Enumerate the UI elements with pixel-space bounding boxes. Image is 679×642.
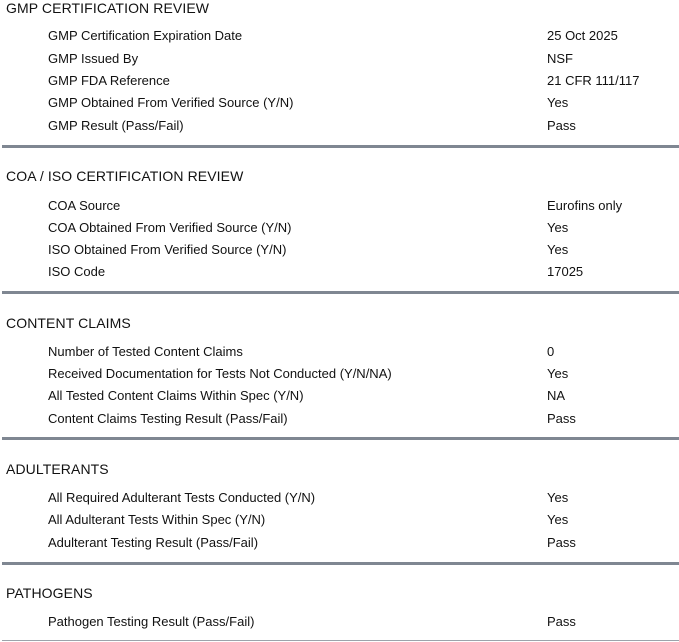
table-row (0, 73, 679, 89)
row-label: COA Source (48, 198, 121, 213)
row-value: 17025 (547, 264, 584, 279)
row-value: Yes (547, 220, 569, 235)
row-value: NSF (547, 51, 573, 66)
section-title-gmp: GMP CERTIFICATION REVIEW (6, 0, 210, 16)
table-row (0, 51, 679, 67)
section-title-coa-iso: COA / ISO CERTIFICATION REVIEW (6, 168, 244, 184)
row-value: Yes (547, 512, 569, 527)
section-divider (2, 437, 679, 440)
section-divider (2, 291, 679, 294)
row-value: Pass (547, 535, 576, 550)
table-row (0, 220, 679, 236)
row-label: Received Documentation for Tests Not Conducted (Y/N/NA) (48, 366, 392, 381)
row-label: COA Obtained From Verified Source (Y/N) (48, 220, 292, 235)
table-row (0, 512, 679, 528)
row-label: Adulterant Testing Result (Pass/Fail) (48, 535, 259, 550)
row-label: GMP Result (Pass/Fail) (48, 118, 184, 133)
table-row (0, 264, 679, 280)
row-label: GMP Issued By (48, 51, 139, 66)
row-label: GMP Certification Expiration Date (48, 28, 243, 43)
row-value: Yes (547, 242, 569, 257)
row-label: Number of Tested Content Claims (48, 344, 243, 359)
section-divider (2, 562, 679, 565)
table-row (0, 95, 679, 111)
table-row (0, 614, 679, 630)
row-value: Eurofins only (547, 198, 623, 213)
row-value: 25 Oct 2025 (547, 28, 618, 43)
row-label: ISO Code (48, 264, 106, 279)
table-row (0, 490, 679, 506)
section-title-adulterants: ADULTERANTS (6, 461, 109, 477)
table-row (0, 366, 679, 382)
row-value: 0 (547, 344, 555, 359)
table-row (0, 344, 679, 360)
table-row (0, 411, 679, 427)
row-value: Pass (547, 411, 576, 426)
row-label: Pathogen Testing Result (Pass/Fail) (48, 614, 255, 629)
row-value: Yes (547, 95, 569, 110)
section-divider (2, 640, 679, 641)
row-label: All Required Adulterant Tests Conducted (Y/N) (48, 490, 316, 505)
row-label: All Tested Content Claims Within Spec (Y/N) (48, 388, 304, 403)
row-label: Content Claims Testing Result (Pass/Fail) (48, 411, 288, 426)
row-label: GMP FDA Reference (48, 73, 170, 88)
table-row (0, 118, 679, 134)
section-divider (2, 145, 679, 148)
table-row (0, 242, 679, 258)
row-value: Pass (547, 614, 576, 629)
table-row (0, 198, 679, 214)
row-label: ISO Obtained From Verified Source (Y/N) (48, 242, 287, 257)
row-value: Pass (547, 118, 576, 133)
section-title-pathogens: PATHOGENS (6, 585, 93, 601)
row-value: Yes (547, 490, 569, 505)
table-row (0, 28, 679, 44)
section-title-content-claims: CONTENT CLAIMS (6, 315, 131, 331)
table-row (0, 388, 679, 404)
row-value: NA (547, 388, 566, 403)
row-label: GMP Obtained From Verified Source (Y/N) (48, 95, 294, 110)
row-value: Yes (547, 366, 569, 381)
row-label: All Adulterant Tests Within Spec (Y/N) (48, 512, 266, 527)
row-value: 21 CFR 111/117 (547, 73, 640, 88)
table-row (0, 535, 679, 551)
